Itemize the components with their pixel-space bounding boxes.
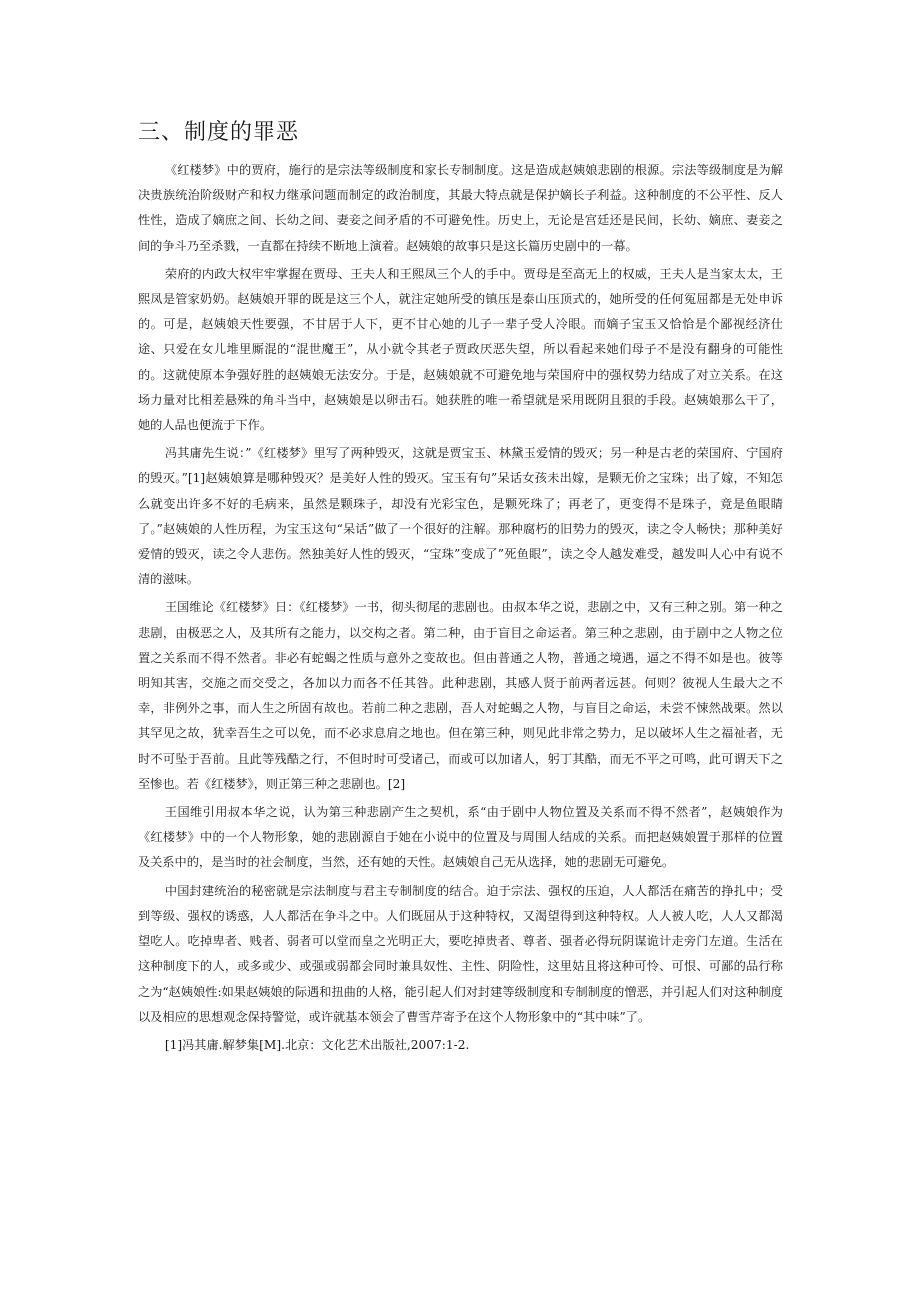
reference-item: [1]冯其庸.解梦集[M].北京：文化艺术出版社,2007:1-2. <box>164 1037 470 1052</box>
section-heading: 三、制度的罪恶 <box>138 120 300 145</box>
paragraph-conclusion: 中国封建统治的秘密就是宗法制度与君主专制制度的结合。迫于宗法、强权的压迫，人人都活在痛苦的挣扎中；受到等级、强权的诱惑，人人都活在争斗之中。人们既屈从于这种特权，又渴望得到这种特权。人人被人吃，人人又都渴望吃人。吃掉卑者、贱者、弱者可以堂而皇之光明正大，要吃掉贵者、尊者、强者必得玩阴谋诡计走旁门左道。生活在这种制度下的人，或多或少、或强或弱都会同时兼具奴性、主性、阴险性，这里姑且将这种可怜、可恨、可鄙的品行称之为“赵姨娘性:如果赵姨娘的际遇和扭曲的人格，能引起人们对封建等级制度和专制制度的憎恶，并引起人们对这种制度以及相应的思想观念保持警觉，或许就基本领会了曹雪芹寄予在这个人物形象中的“其中味”了。 <box>138 883 783 1024</box>
paragraph-rongfu-power: 荣府的内政大权牢牢掌握在贾母、王夫人和王熙凤三个人的手中。贾母是至高无上的权威，王夫人是当家太太，王熙凤是管家奶奶。赵姨娘开罪的既是这三个人，就注定她所受的镇压是泰山压顶式的，她所受的任何冤屈都是无处申诉的。可是，赵姨娘天性要强，不甘居于人下，更不甘心她的儿子一辈子受人冷眼。而嫡子宝玉又恰恰是个鄙视经济仕途、只爱在女儿堆里厮混的“混世魔王”，从小就令其老子贾政厌恶失望，所以看起来她们母子不是没有翻身的可能性的。这就使原本争强好胜的赵姨娘无法安分。于是，赵姨娘就不可避免地与荣国府中的强权势力结成了对立关系。在这场力量对比相差悬殊的角斗当中，赵姨娘是以卵击石。她获胜的唯一希望就是采用既阴且狠的手段。赵姨娘那么干了，她的人品也便流于下作。 <box>138 266 783 433</box>
paragraph-intro: 《红楼梦》中的贾府，施行的是宗法等级制度和家长专制制度。这是造成赵姨娘悲剧的根源。宗法等级制度是为解决贵族统治阶级财产和权力继承问题而制定的政治制度，其最大特点就是保护嫡长子利益。这种制度的不公平性、反人性性，造成了嫡庶之间、长幼之间、妻妾之间矛盾的不可避免性。历史上，无论是宫廷还是民间，长幼、嫡庶、妻妾之间的争斗乃至杀戮，一直都在持续不断地上演着。赵姨娘的故事只是这长篇历史剧中的一幕。 <box>138 163 783 253</box>
document-page <box>138 118 783 1058</box>
paragraph-feng-qiyong: 冯其庸先生说：”《红楼梦》里写了两种毁灭，这就是贾宝玉、林黛玉爱情的毁灭；另一种是古老的荣国府、宁国府的毁灭。”[1]赵姨娘算是哪种毁灭？是美好人性的毁灭。宝玉有句”呆话女孩未出嫁，是颗无价之宝珠；出了嫁，不知怎么就变出许多不好的毛病来，虽然是颗珠子，却没有光彩宝色，是颗死珠了；再老了，更变得不是珠子，竟是鱼眼睛了。”赵姨娘的人性历程，为宝玉这句“呆话”做了一个很好的注解。那种腐朽的旧势力的毁灭，读之令人畅快；那种美好爱情的毁灭，读之令人悲伤。然独美好人性的毁灭，“宝珠”变成了”死鱼眼”，读之令人越发难受，越发叫人心中有说不清的滋味。 <box>138 446 783 587</box>
paragraph-wang-guowei-quote: 王国维论《红楼梦》日：《红楼梦》一书，彻头彻尾的悲剧也。由叔本华之说，悲剧之中，又有三种之别。第一种之悲剧，由极恶之人，及其所有之能力，以交构之者。第二种，由于盲目之命运者。第三种之悲剧，由于剧中之人物之位置之关系而不得不然者。非必有蛇蝎之性质与意外之变故也。但由普通之人物，普通之境遇，逼之不得不如是也。彼等明知其害，交施之而交受之，各加以力而各不任其咎。此种悲剧，其感人贤于前两者远甚。何则？彼视人生最大之不幸，非例外之事，而人生之所固有故也。若前二种之悲剧，吾人对蛇蝎之人物，与盲目之命运，未尝不悚然战栗。然以其罕见之故，犹幸吾生之可以免，而不必求息肩之地也。但在第三种，则见此非常之势力，足以破坏人生之福祉者，无时不可坠于吾前。且此等残酷之行，不但时时可受诸己，而或可以加诸人，躬丁其酷，而无不平之可鸣，此可谓天下之至惨也。若《红楼梦》，则正第三种之悲剧也。[2] <box>138 600 783 791</box>
paragraph-wang-guowei-analysis: 王国维引用叔本华之说，认为第三种悲剧产生之契机，系“由于剧中人物位置及关系而不得不然者”，赵姨娘作为《红楼梦》中的一个人物形象，她的悲剧源自于她在小说中的位置及与周围人结成的关系。而把赵姨娘置于那样的位置及关系中的，是当时的社会制度，当然，还有她的天性。赵姨娘自己无从选择，她的悲剧无可避免。 <box>138 805 783 870</box>
